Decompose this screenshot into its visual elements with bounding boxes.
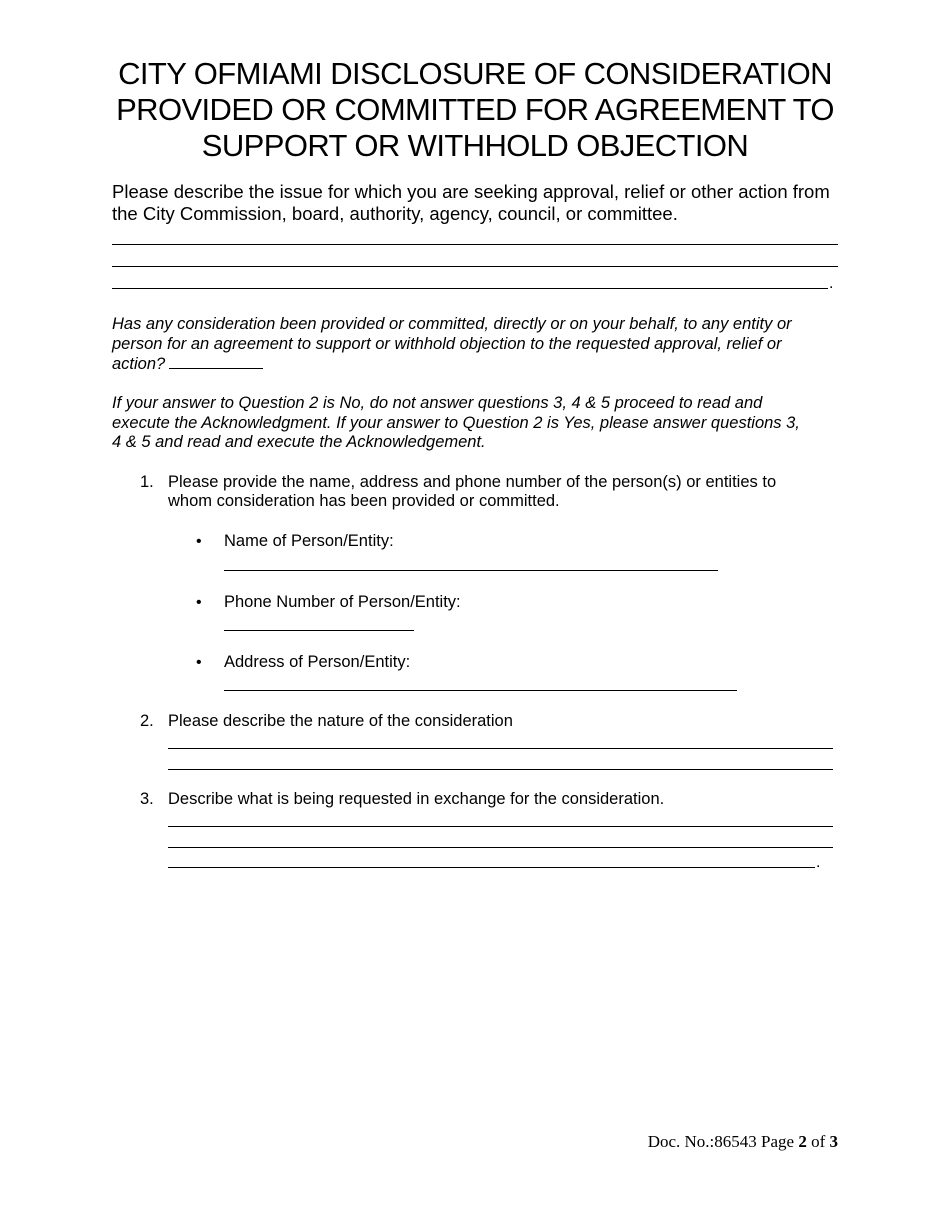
item-3-text: Describe what is being requested in exchange for the consideration. [168,790,665,808]
consideration-line-3: action? [112,355,166,373]
page-footer [648,1132,838,1152]
intro-question [112,181,852,225]
name-input-line[interactable] [224,570,718,571]
nature-answer-line-1[interactable] [168,748,833,749]
title-line-1: CITY OFMIAMI DISCLOSURE OF CONSIDERATION [118,56,832,91]
of-label: of [806,1132,830,1151]
phone-label: Phone Number of Person/Entity: [224,593,461,611]
total-pages: 3 [829,1132,838,1151]
instructions-paragraph [112,394,852,453]
address-label: Address of Person/Entity: [224,653,411,671]
request-answer-line-2[interactable] [168,847,833,848]
name-label: Name of Person/Entity: [224,532,394,550]
item-1-line-2: whom consideration has been provided or committed. [168,492,560,510]
doc-number-label: Doc. No.:86543 Page [647,1132,799,1151]
intro-line-1: Please describe the issue for which you are seeking approval, relief or other action from [112,181,830,202]
instructions-line-3: 4 & 5 and read and execute the Acknowledgement. [112,433,486,451]
period-mark: . [816,854,821,871]
instructions-line-1: If your answer to Question 2 is No, do not answer questions 3, 4 & 5 proceed to read and [112,394,763,412]
bullet-icon: • [196,654,202,671]
issue-answer-line-3[interactable] [112,288,828,289]
item-1-line-1: Please provide the name, address and phone number of the person(s) or entities to [168,473,777,491]
title-line-2: PROVIDED OR COMMITTED FOR AGREEMENT TO [116,92,834,127]
form-title [100,56,850,164]
consideration-line-1: Has any consideration been provided or committed, directly or on your behalf, to any entity or [112,315,792,333]
consideration-answer-blank[interactable] [169,354,263,369]
consideration-question [112,315,852,375]
intro-line-2: the City Commission, board, authority, agency, council, or committee. [112,203,678,224]
request-answer-line-3[interactable] [168,867,815,868]
bullet-icon: • [196,594,202,611]
item-2-text: Please describe the nature of the consideration [168,712,513,730]
issue-answer-line-2[interactable] [112,266,838,267]
period-mark: . [829,275,834,292]
bullet-icon: • [196,533,202,550]
phone-input-line[interactable] [224,630,414,631]
item-1-number: 1. [140,473,154,491]
title-line-3: SUPPORT OR WITHHOLD OBJECTION [201,128,749,163]
issue-answer-line-1[interactable] [112,244,838,245]
instructions-line-2: execute the Acknowledgment. If your answer to Question 2 is Yes, please answer questions 3, [112,413,800,432]
address-input-line[interactable] [224,690,737,691]
consideration-line-2: person for an agreement to support or withhold objection to the requested approval, relief or [112,334,782,353]
item-2-number: 2. [140,712,154,730]
item-3-number: 3. [140,790,154,808]
request-answer-line-1[interactable] [168,826,833,827]
nature-answer-line-2[interactable] [168,769,833,770]
current-page: 2 [798,1132,807,1151]
